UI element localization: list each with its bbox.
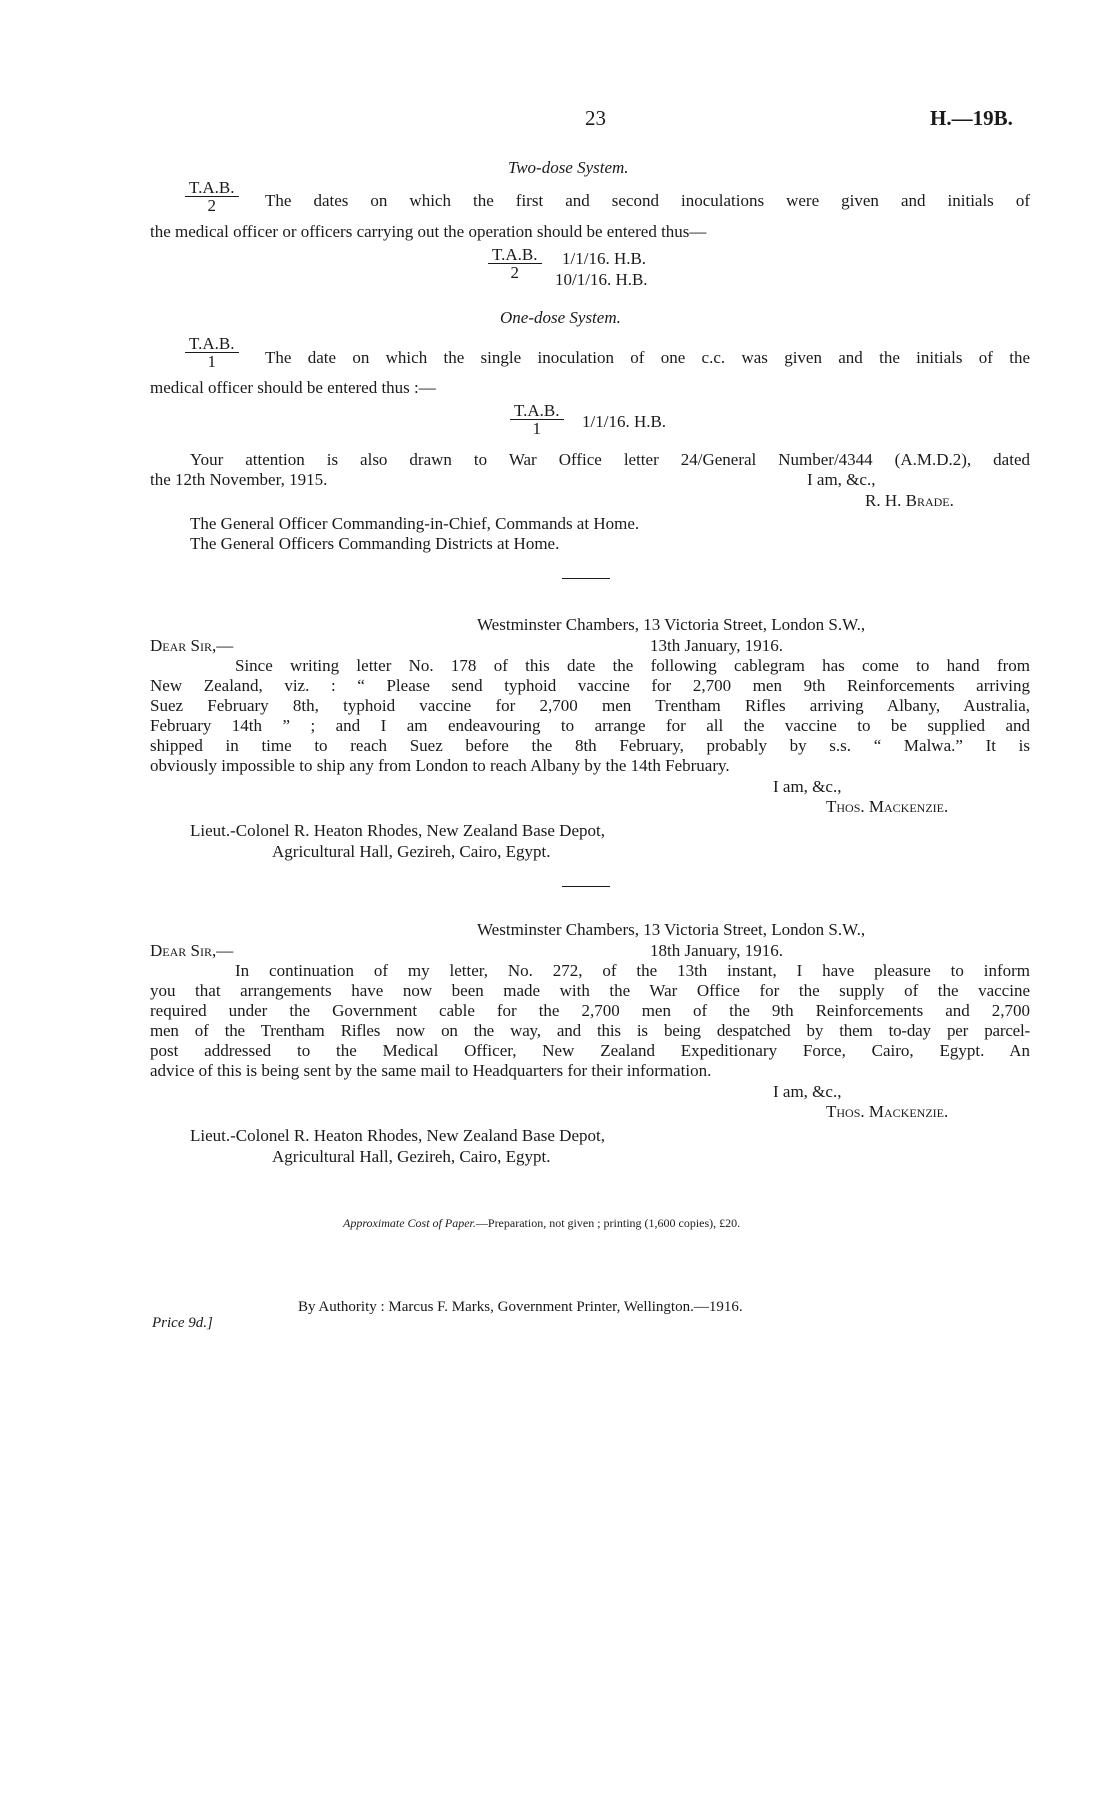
letter3-body-line: post addressed to the Medical Officer, New Zealand Expeditionary Force, Cairo, Egypt. An <box>150 1041 1030 1060</box>
letter3-body-line: advice of this is being sent by the same mail to Headquarters for their information. <box>150 1061 712 1080</box>
one-dose-text-line1: The date on which the single inoculation of one c.c. was given and the initials of the <box>265 348 1030 367</box>
signature: R. H. Brade. <box>865 491 954 510</box>
fraction-denominator: 2 <box>207 196 216 215</box>
letter2-recipient-line1: Lieut.-Colonel R. Heaton Rhodes, New Zealand Base Depot, <box>190 821 605 840</box>
one-dose-example <box>510 402 564 437</box>
section-divider <box>562 886 610 887</box>
one-dose-fraction <box>185 335 239 370</box>
letter3-recipient-line2: Agricultural Hall, Gezireh, Cairo, Egypt. <box>272 1147 551 1166</box>
one-dose-heading: One-dose System. <box>500 308 621 327</box>
section-divider <box>562 578 610 579</box>
letter2-signature: Thos. Mackenzie. <box>826 797 949 816</box>
two-dose-example-line1: 1/1/16. H.B. <box>562 249 647 268</box>
two-dose-example <box>488 246 542 281</box>
two-dose-heading: Two-dose System. <box>508 158 629 177</box>
letter3-body-line: In continuation of my letter, No. 272, of the 13th instant, I have pleasure to inform <box>235 961 1030 980</box>
fraction-denominator: 1 <box>532 419 541 438</box>
two-dose-example-line2: 10/1/16. H.B. <box>555 270 648 289</box>
printer-authority: By Authority : Marcus F. Marks, Government Printer, Wellington.—1916. <box>298 1299 743 1315</box>
letter2-sender-address: Westminster Chambers, 13 Victoria Street, London S.W., <box>477 615 866 634</box>
letter3-salutation: Dear Sir,— <box>150 941 234 960</box>
fraction-denominator: 1 <box>207 352 216 371</box>
letter2-date: 13th January, 1916. <box>650 636 783 655</box>
letter2-body-line: obviously impossible to ship any from London to reach Albany by the 14th February. <box>150 756 730 775</box>
letter3-recipient-line1: Lieut.-Colonel R. Heaton Rhodes, New Zealand Base Depot, <box>190 1126 605 1145</box>
fraction-numerator: T.A.B. <box>510 402 564 420</box>
letter2-body-line: shipped in time to reach Suez before the 8th February, probably by s.s. “ Malwa.” It is <box>150 736 1030 755</box>
fraction-denominator: 2 <box>510 263 519 282</box>
cost-label: Approximate Cost of Paper. <box>343 1216 476 1230</box>
letter2-sign-off: I am, &c., <box>773 777 842 796</box>
cost-text: —Preparation, not given ; printing (1,600 copies), £20. <box>475 1216 741 1230</box>
one-dose-example-value: 1/1/16. H.B. <box>582 412 667 431</box>
attention-line2: the 12th November, 1915. <box>150 470 328 489</box>
fraction-numerator: T.A.B. <box>185 335 239 353</box>
sign-off: I am, &c., <box>807 470 876 489</box>
two-dose-text-line1: The dates on which the first and second inoculations were given and initials of <box>265 191 1030 210</box>
letter2-body-line: New Zealand, viz. : “ Please send typhoid vaccine for 2,700 men 9th Reinforcements arriving <box>150 676 1030 695</box>
letter2-recipient-line2: Agricultural Hall, Gezireh, Cairo, Egypt. <box>272 842 551 861</box>
fraction-numerator: T.A.B. <box>488 246 542 264</box>
one-dose-text-line2: medical officer should be entered thus :— <box>150 378 436 397</box>
letter3-sender-address: Westminster Chambers, 13 Victoria Street, London S.W., <box>477 920 866 939</box>
letter2-salutation: Dear Sir,— <box>150 636 234 655</box>
address-line1: The General Officer Commanding-in-Chief, Commands at Home. <box>190 514 640 533</box>
letter2-body-line: February 14th ” ; and I am endeavouring to arrange for all the vaccine to be supplied and <box>150 716 1030 735</box>
letter3-sign-off: I am, &c., <box>773 1082 842 1101</box>
page-number: 23 <box>585 106 606 130</box>
attention-line1: Your attention is also drawn to War Office letter 24/General Number/4344 (A.M.D.2), dated <box>190 450 1030 469</box>
fraction-numerator: T.A.B. <box>185 179 239 197</box>
cost-of-paper <box>343 1213 740 1233</box>
letter2-body-line: Suez February 8th, typhoid vaccine for 2,700 men Trentham Rifles arriving Albany, Australia, <box>150 696 1030 715</box>
address-line2: The General Officers Commanding Districts at Home. <box>190 534 560 553</box>
letter3-body-line: men of the Trentham Rifles now on the way, and this is being despatched by them to-day per parcel- <box>150 1021 1030 1040</box>
price: Price 9d.] <box>152 1315 213 1331</box>
letter3-signature: Thos. Mackenzie. <box>826 1102 949 1121</box>
letter3-body-line: required under the Government cable for the 2,700 men of the 9th Reinforcements and 2,700 <box>150 1001 1030 1020</box>
two-dose-fraction <box>185 179 239 214</box>
letter3-body-line: you that arrangements have now been made with the War Office for the supply of the vaccine <box>150 981 1030 1000</box>
letter3-date: 18th January, 1916. <box>650 941 783 960</box>
letter2-body-line: Since writing letter No. 178 of this date the following cablegram has come to hand from <box>235 656 1030 675</box>
document-reference: H.—19B. <box>930 106 1013 130</box>
two-dose-text-line2: the medical officer or officers carrying out the operation should be entered thus— <box>150 222 707 241</box>
